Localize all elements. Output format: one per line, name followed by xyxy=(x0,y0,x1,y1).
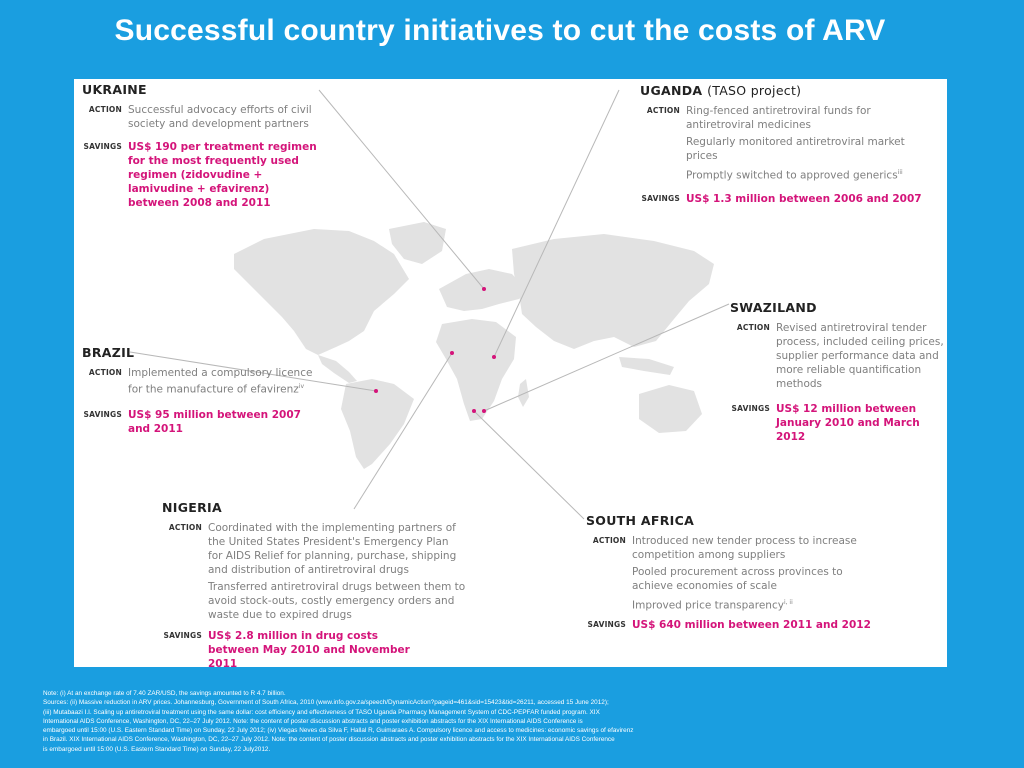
slide-title: Successful country initiatives to cut the costs of ARV xyxy=(114,14,886,47)
swaziland-heading: SWAZILAND xyxy=(730,300,817,315)
swaziland-savings-row xyxy=(730,402,945,444)
note-line: Note: (i) At an exchange rate of 7.40 ZAR/USD, the savings amounted to R 4.7 billion. xyxy=(43,690,286,697)
swaziland-callout-box xyxy=(730,300,945,444)
source-line: is embargoed until 15:00 (U.S. Eastern Standard Time) on Sunday, 22 July2012. xyxy=(43,745,271,753)
savings-label: SAVINGS xyxy=(587,619,626,629)
indonesia xyxy=(619,357,674,375)
uganda-action-row xyxy=(640,104,940,186)
nigeria-savings-row xyxy=(162,629,472,671)
south-africa-savings-row xyxy=(586,618,886,632)
uganda-action-text: Ring-fenced antiretroviral funds for antiretroviral medicines Regularly monitored antiretroviral market prices Promptly switched to approved generics$^{iii}$ xyxy=(686,105,905,182)
brazil-marker xyxy=(374,389,378,393)
uganda-heading: UGANDA (TASO project) xyxy=(640,83,802,98)
madagascar xyxy=(518,379,529,407)
source-line: in Brazil. XIX International AIDS Conference, Washington, DC, 22–27 July 2012. Note: the content of poster discussion abstracts and poster exhibition abstracts for the XIX International AIDS Conference xyxy=(43,736,615,744)
brazil-callout-box xyxy=(82,345,322,436)
ukraine-savings-text: US$ 190 per treatment regimen for the most frequently used regimen (zidovudine + lamivudine + efavirenz) between 2008 and 2011 xyxy=(128,141,317,209)
southafrica-marker xyxy=(472,409,476,413)
north-america xyxy=(234,229,409,355)
source-line: Sources: (ii) Massive reduction in ARV prices. Johannesburg, Government of South Africa, 2010 (www.info.gov.za/speech/DynamicAction?pageid=461&sid=15423&tid=26211, accessed 15 June 2012); xyxy=(43,699,609,707)
action-label: ACTION xyxy=(646,106,680,115)
africa xyxy=(436,319,516,421)
action-label: ACTION xyxy=(592,536,626,545)
swaziland-action-row xyxy=(730,321,945,394)
swaziland-marker xyxy=(482,409,486,413)
uganda-savings-text: US$ 1.3 million between 2006 and 2007 xyxy=(686,192,922,205)
australia xyxy=(639,385,702,433)
savings-label: SAVINGS xyxy=(83,409,122,419)
nigeria-marker xyxy=(450,351,454,355)
footnotes xyxy=(43,689,1003,754)
nigeria-heading: NIGERIA xyxy=(162,500,222,515)
ukraine-marker xyxy=(482,287,486,291)
asia xyxy=(512,234,714,349)
nigeria-action-row xyxy=(162,521,472,625)
south-africa-action-row xyxy=(586,534,886,616)
footnote-ref: i, ii xyxy=(783,599,793,606)
swaziland-action-text: Revised antiretroviral tender process, included ceiling prices, supplier performance data and more reliable quantification methods xyxy=(776,322,944,390)
ukraine-action-row xyxy=(82,103,322,134)
brazil-action-row xyxy=(82,366,322,400)
uganda-subtitle: (TASO project) xyxy=(707,83,802,98)
action-label: ACTION xyxy=(736,323,770,332)
ukraine-savings-row xyxy=(82,140,322,210)
savings-label: SAVINGS xyxy=(731,404,770,413)
savings-label: SAVINGS xyxy=(83,142,122,151)
footnote-ref: iv xyxy=(298,383,304,390)
action-label: ACTION xyxy=(88,105,122,114)
source-line: embargoed until 15:00 (U.S. Eastern Standard Time) on Sunday, 22 July 2012; (iv) Viegas Neves da Silva F, Hallal R, Guimaraes A. Compulsory licence and access to medicines: economic savings of efavirenz xyxy=(43,727,634,735)
nigeria-callout-box xyxy=(162,500,472,671)
savings-label: SAVINGS xyxy=(163,631,202,640)
action-label: ACTION xyxy=(88,368,122,377)
south-africa-savings-text: US$ 640 million between 2011 and 2012 xyxy=(632,618,871,631)
ukraine-callout-box xyxy=(82,82,322,210)
savings-label: SAVINGS xyxy=(641,193,680,203)
central-america xyxy=(318,355,357,383)
brazil-action-text: Implemented a compulsory licence for the manufacture of efavirenz$^{iv}$ xyxy=(128,367,313,396)
nigeria-action-text: Coordinated with the implementing partners of the United States President's Emergency Plan for AIDS Relief for planning, purchase, shipping and distribution of antiretroviral drugs Transferred antiretroviral drugs between them to avoid stock-outs, costly emergency orders and waste due to expired drugs xyxy=(208,522,466,621)
uganda-callout-box xyxy=(640,83,940,206)
south-america xyxy=(341,379,414,469)
ukraine-action-text: Successful advocacy efforts of civil society and development partners xyxy=(128,104,312,130)
southafrica-callout xyxy=(474,411,584,519)
brazil-savings-text: US$ 95 million between 2007 and 2011 xyxy=(128,408,301,435)
nigeria-savings-text: US$ 2.8 million in drug costs between May 2010 and November 2011 xyxy=(208,630,410,670)
source-line: (iii) Mutabaazi I.I. Scaling up antiretroviral treatment using the same dollar: cost efficiency and effectiveness of TASO Uganda Pharmacy Management System of CDC-PEPFAR funded program. XIX xyxy=(43,708,600,716)
action-label: ACTION xyxy=(168,523,202,532)
footnote-ref: iii xyxy=(897,169,903,176)
south-africa-callout-box xyxy=(586,513,886,632)
uganda-marker xyxy=(492,355,496,359)
swaziland-savings-text: US$ 12 million between January 2010 and March 2012 xyxy=(776,403,920,443)
ukraine-heading: UKRAINE xyxy=(82,82,147,97)
south-africa-heading: SOUTH AFRICA xyxy=(586,513,695,528)
uganda-savings-row xyxy=(640,192,940,206)
map-panel xyxy=(74,79,947,670)
south-africa-action-text: Introduced new tender process to increase competition among suppliers Pooled procurement across provinces to achieve economies of scale Improved price transparency$^{i, ii}$ xyxy=(632,535,857,612)
source-line: International AIDS Conference, Washington, DC, 22–27 July 2012. Note: the content of poster discussion abstracts and poster exhibition abstracts for the XIX International AIDS Conference is xyxy=(43,717,583,725)
brazil-heading: BRAZIL xyxy=(82,345,135,360)
brazil-savings-row xyxy=(82,408,322,436)
greenland xyxy=(389,222,446,264)
